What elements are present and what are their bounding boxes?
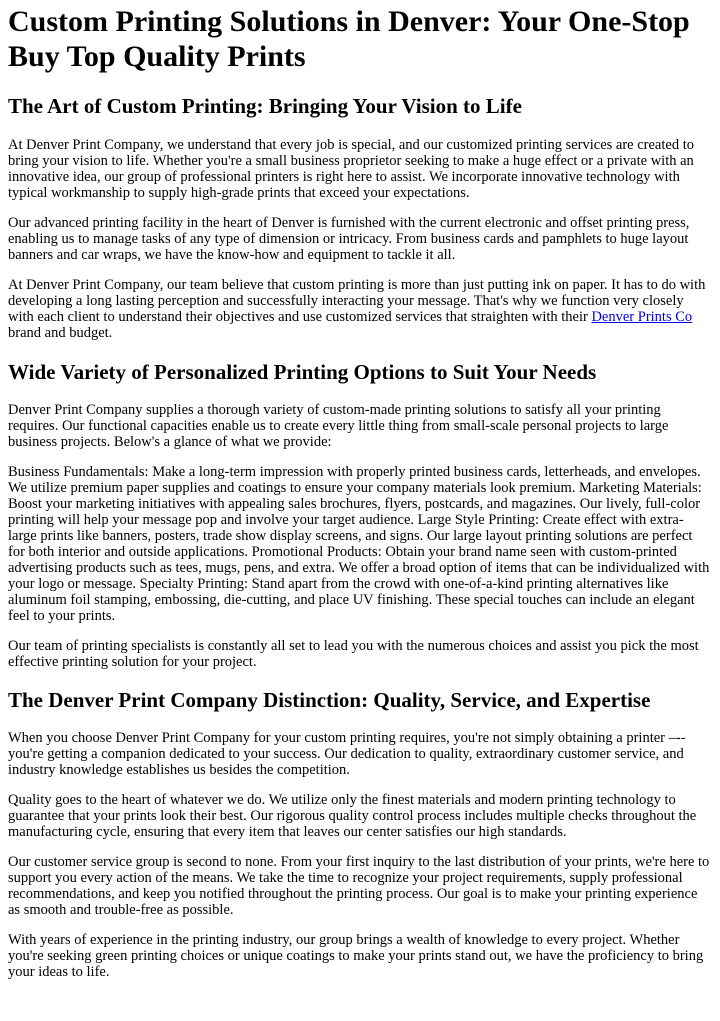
paragraph: Denver Print Company supplies a thorough variety of custom-made printing solutions to satisfy all your printing requires. Our functional capacities enable us to create every little thing from small-scale personal projects to large business projects. Below's a glance of what we provide: <box>8 402 669 450</box>
paragraph: Our team of printing specialists is constantly all set to lead you with the numerous choices and assist you pick the most effective printing solution for your project. <box>8 638 699 670</box>
paragraph: Our customer service group is second to none. From your first inquiry to the last distribution of your prints, we're here to support you every action of the means. We take the time to recognize your project requirements, supply professional recommendations, and keep you notified throughout the printing process. Our goal is to make your printing experience as smooth and trouble-free as possible. <box>8 854 710 918</box>
denver-prints-co-link[interactable]: Denver Prints Co <box>591 309 693 325</box>
page-title: Custom Printing Solutions in Denver: Your One-Stop Buy Top Quality Prints <box>8 5 690 73</box>
paragraph-with-link <box>8 277 712 341</box>
paragraph-text: brand and budget. <box>8 325 113 341</box>
paragraph: At Denver Print Company, we understand that every job is special, and our customized printing services are created to bring your vision to life. Whether you're a small business proprietor seeking to make a huge effect or a private with an innovative idea, our group of professional printers is right here to assist. We incorporate innovative technology with typical workmanship to supply high-grade prints that exceed your expectations. <box>8 137 694 201</box>
section-heading-art-of-printing: The Art of Custom Printing: Bringing Your Vision to Life <box>8 94 522 118</box>
paragraph: When you choose Denver Print Company for your custom printing requires, you're not simply obtaining a printer –-- you're getting a companion dedicated to your success. Our dedication to quality, extraordinary customer service, and industry knowledge establishes us besides the competition. <box>8 730 686 778</box>
article <box>0 4 720 980</box>
paragraph: Business Fundamentals: Make a long-term impression with properly printed business cards, letterheads, and envelopes. We utilize premium paper supplies and coatings to ensure your company materials look premium. Marketing Materials: Boost your marketing initiatives with appealing sales brochures, flyers, postcards, and magazines. Our lively, full-color printing will help your message pop and involve your target audience. Large Style Printing: Create effect with extra-large prints like banners, posters, trade show display screens, and signs. Our large layout printing solutions are perfect for both interior and outside applications. Promotional Products: Obtain your brand name seen with custom-printed advertising products such as tees, mugs, pens, and extra. We offer a broad option of items that can be individualized with your logo or message. Specialty Printing: Stand apart from the crowd with one-of-a-kind printing alternatives like aluminum foil stamping, embossing, die-cutting, and place UV finishing. These special touches can include an elegant feel to your prints. <box>8 464 710 624</box>
paragraph: Quality goes to the heart of whatever we do. We utilize only the finest materials and modern printing technology to guarantee that your prints look their best. Our rigorous quality control process includes multiple checks throughout the manufacturing cycle, ensuring that every item that leaves our center satisfies our high standards. <box>8 792 697 840</box>
paragraph-text: At Denver Print Company, our team believe that custom printing is more than just putting ink on paper. It has to do with developing a long lasting perception and successfully interacting your message. That's why we function very closely with each client to understand their objectives and use customized services that straighten with their <box>8 277 706 325</box>
paragraph: Our advanced printing facility in the heart of Denver is furnished with the current electronic and offset printing press, enabling us to manage tasks of any type of dimension or intricacy. From business cards and pamphlets to huge layout banners and car wraps, we have the know-how and equipment to tackle it all. <box>8 215 690 263</box>
section-heading-printing-options: Wide Variety of Personalized Printing Options to Suit Your Needs <box>8 360 597 384</box>
section-heading-distinction: The Denver Print Company Distinction: Quality, Service, and Expertise <box>8 688 651 712</box>
paragraph: With years of experience in the printing industry, our group brings a wealth of knowledge to every project. Whether you're seeking green printing choices or unique coatings to make your prints stand out, we have the proficiency to bring your ideas to life. <box>8 932 704 980</box>
